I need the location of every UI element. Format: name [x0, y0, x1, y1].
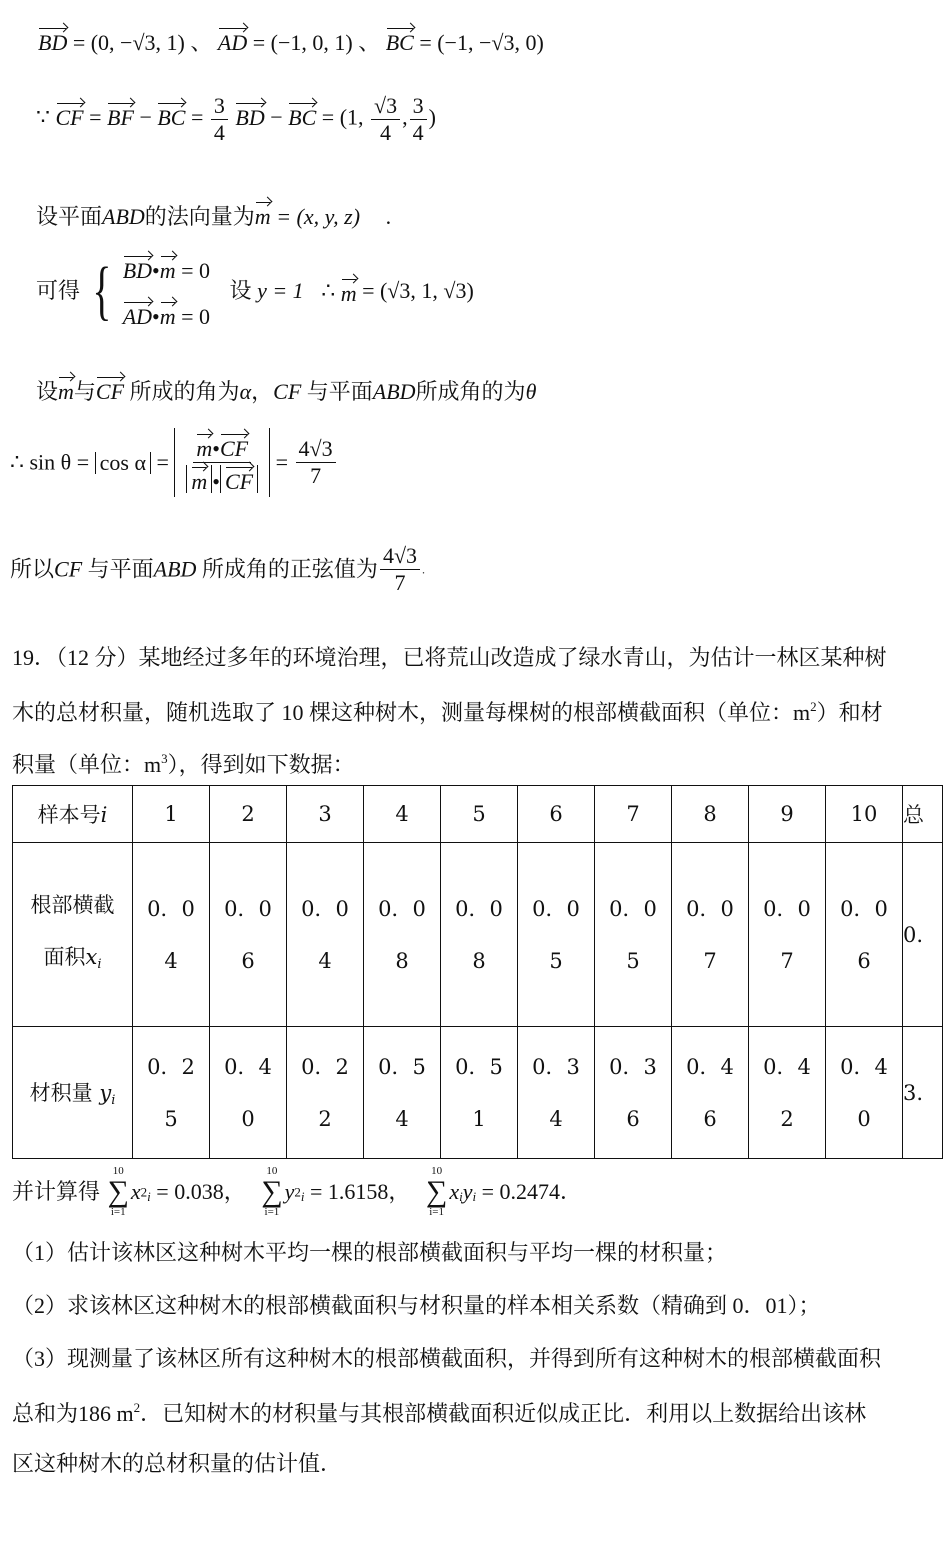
separator: 、 — [190, 30, 213, 55]
text: 面积 — [43, 944, 86, 969]
table-cell — [287, 1027, 364, 1159]
plane-name: ABD — [102, 204, 145, 229]
text: 所成的角为 — [129, 379, 240, 404]
table-row-x — [13, 843, 943, 1027]
angle-line — [36, 375, 536, 403]
cell-bottom: 7 — [780, 948, 794, 973]
dot-operator: • — [212, 436, 220, 461]
vector-ad: AD — [123, 300, 152, 328]
vectors-line — [38, 26, 544, 54]
cell-top: 0．4 — [763, 1054, 811, 1079]
total-cell: 0. — [903, 843, 943, 1027]
sigma-icon: ∑ — [425, 1175, 448, 1208]
vector-bc: BC — [288, 101, 316, 129]
sum-upper: 10 — [112, 1165, 124, 1177]
cell-bottom: 6 — [703, 1106, 717, 1131]
variable: y — [284, 1179, 295, 1204]
normal-vector-line — [36, 200, 391, 228]
period: . — [385, 204, 392, 229]
cell-bottom: 5 — [549, 948, 563, 973]
header-cell: 6 — [518, 786, 595, 843]
text: 材积量 — [29, 1081, 93, 1105]
equals-sign: = — [89, 104, 102, 130]
text: 样本号 — [37, 803, 101, 827]
sum-upper: 10 — [431, 1165, 443, 1177]
header-cell: 10 — [826, 786, 903, 843]
total-cell: 3. — [903, 1027, 943, 1159]
cell-top: 0．0 — [763, 896, 811, 921]
sum-value: = 0.2474． — [481, 1179, 583, 1204]
text: 木的总材积量，随机选取了 10 棵这种树木，测量每棵树的根部横截面积（单位：m — [12, 700, 811, 725]
superscript: 2 — [294, 1184, 301, 1200]
superscript: 2 — [140, 1184, 148, 1200]
cosine-denominator — [183, 463, 261, 493]
table-header-row — [13, 786, 943, 843]
table-cell — [364, 1027, 441, 1159]
fraction-numerator: 3 — [211, 95, 228, 120]
vector-m: m — [160, 300, 176, 328]
cell-top: 0．5 — [378, 1054, 426, 1079]
cell-top: 0．4 — [686, 1054, 734, 1079]
text: 设 — [229, 278, 252, 303]
cell-bottom: 8 — [472, 948, 486, 973]
equation-rhs: = 0 — [181, 258, 211, 283]
system-line — [36, 254, 474, 328]
vector-ad: AD — [218, 26, 247, 54]
header-cell: 3 — [287, 786, 364, 843]
text: 根部横截 — [30, 892, 115, 917]
plane-name: ABD — [153, 556, 197, 582]
minus-sign: − — [139, 104, 152, 130]
cell-top: 0．0 — [532, 896, 580, 921]
subscript: i — [97, 956, 102, 972]
vector-bc: BC — [157, 101, 185, 129]
cell-bottom: 4 — [395, 1106, 409, 1131]
text: 的法向量为 — [144, 204, 255, 229]
equation-rhs: = 0 — [181, 304, 211, 329]
cell-bottom: 6 — [241, 948, 255, 973]
vector-bf: BF — [107, 101, 134, 129]
text: ），得到如下数据： — [167, 752, 355, 777]
therefore-symbol: ∴ — [321, 278, 336, 303]
separator: 、 — [358, 30, 381, 55]
abs-cos-alpha: cos α — [95, 452, 151, 474]
fraction-denominator: 7 — [394, 570, 406, 595]
table-cell — [749, 1027, 826, 1159]
data-table — [12, 785, 943, 1159]
text: 所以 — [10, 556, 55, 582]
table-cell — [441, 1027, 518, 1159]
text: ．已知树木的材积量与其根部横截面积近似成正比．利用以上数据给出该林 — [140, 1401, 867, 1426]
header-cell: 7 — [595, 786, 672, 843]
cell-top: 0．4 — [840, 1054, 888, 1079]
variable: x — [449, 1179, 460, 1204]
cell-top: 0．2 — [147, 1054, 195, 1079]
vector-bd: BD — [38, 26, 67, 54]
superscript: 2 — [810, 699, 817, 714]
header-cell: 9 — [749, 786, 826, 843]
cell-bottom: 0 — [241, 1106, 255, 1131]
cell-bottom: 5 — [164, 1106, 178, 1131]
alpha-symbol: α — [239, 379, 252, 404]
sums-line — [12, 1166, 582, 1218]
header-cell: 8 — [672, 786, 749, 843]
fraction-three-quarters — [410, 95, 427, 144]
text: 所成角的正弦值为 — [201, 556, 378, 582]
text: 与平面 — [87, 556, 154, 582]
header-total-cell: 总 — [903, 786, 943, 843]
equals-sign: = (1, — [321, 104, 364, 130]
row-label-cell — [13, 843, 133, 1027]
sum-upper: 10 — [266, 1165, 278, 1177]
because-symbol: ∵ — [36, 104, 50, 130]
vector-cf: CF — [56, 101, 84, 129]
subscript: i — [147, 1189, 151, 1205]
text: ）和材 — [816, 700, 883, 725]
variable: y — [462, 1179, 473, 1204]
cell-top: 0．2 — [301, 1054, 349, 1079]
cell-top: 0．0 — [686, 896, 734, 921]
header-cell: 2 — [210, 786, 287, 843]
dot-operator: • — [152, 304, 160, 329]
subscript: i — [300, 1189, 305, 1205]
cell-bottom: 0 — [857, 1106, 871, 1131]
theta-symbol: θ — [525, 379, 537, 404]
cell-bottom: 5 — [626, 948, 640, 973]
problem-para-3 — [12, 752, 355, 776]
cell-top: 0．0 — [301, 896, 349, 921]
sigma-icon: ∑ — [261, 1175, 283, 1208]
subscript: i — [472, 1189, 477, 1205]
table-cell — [518, 843, 595, 1027]
equation-system — [123, 254, 210, 328]
superscript: 2 — [133, 1400, 141, 1415]
cell-bottom: 7 — [703, 948, 717, 973]
sum-symbol — [261, 1166, 282, 1218]
cell-top: 0．3 — [532, 1054, 580, 1079]
fraction-denominator: 4 — [412, 120, 424, 145]
equation-2 — [123, 300, 210, 328]
normal-vector-value: = (x, y, z) — [276, 204, 361, 229]
conclusion-line — [10, 545, 425, 594]
cosine-numerator — [193, 432, 251, 463]
text: 与平面 — [306, 379, 373, 404]
sin-lead: ∴ sin θ = — [10, 449, 90, 475]
result-fraction — [380, 545, 420, 594]
header-label-cell — [13, 786, 133, 843]
sum-value: = 0.038， — [156, 1179, 246, 1204]
cell-top: 0．0 — [609, 896, 657, 921]
superscript: 3 — [161, 751, 168, 766]
cell-top: 0．3 — [609, 1054, 657, 1079]
subscript: i — [459, 1189, 463, 1205]
fraction-denominator: 4 — [213, 120, 225, 145]
sum-value: = 1.6158， — [310, 1179, 411, 1204]
cell-top: 0．0 — [840, 896, 888, 921]
text: 与 — [73, 379, 96, 404]
abs-fraction — [174, 428, 270, 497]
cosine-fraction — [183, 432, 261, 493]
variable: i — [100, 803, 108, 827]
vector-m: m — [341, 277, 357, 305]
equals-sign: = — [275, 449, 289, 475]
cell-bottom: 6 — [857, 948, 871, 973]
cell-bottom: 4 — [549, 1106, 563, 1131]
vector-bc: BC — [386, 26, 414, 54]
text: ， — [251, 379, 274, 404]
sigma-icon: ∑ — [107, 1175, 129, 1208]
vector-cf: CF — [96, 375, 124, 403]
result-fraction — [296, 438, 336, 487]
fraction-numerator: 4√3 — [380, 545, 420, 570]
sum-symbol — [426, 1166, 447, 1218]
set-expression: y = 1 — [257, 278, 304, 303]
cell-top: 0．0 — [378, 896, 426, 921]
variable: y — [99, 1081, 112, 1105]
question-3-line-2 — [12, 1401, 866, 1425]
cell-bottom: 8 — [395, 948, 409, 973]
text: 并计算得 — [12, 1179, 101, 1204]
table-cell — [826, 843, 903, 1027]
row-label-cell — [13, 1027, 133, 1159]
table-cell — [210, 1027, 287, 1159]
text: 总和为 — [12, 1401, 79, 1426]
fraction-root3-over-4 — [371, 95, 400, 144]
text: 所成角的为 — [415, 379, 526, 404]
segment-cf: CF — [273, 379, 302, 404]
cell-top: 0．0 — [147, 896, 195, 921]
table-cell — [518, 1027, 595, 1159]
subscript: i — [111, 1093, 116, 1108]
question-3-line-1: （3）现测量了该林区所有这种树木的根部横截面积，并得到所有这种树木的根部横截面积 — [12, 1346, 882, 1371]
normal-vector-result: = (√3, 1, √3) — [362, 278, 474, 303]
table-cell — [287, 843, 364, 1027]
header-cell: 1 — [133, 786, 210, 843]
area-value: 186 m — [78, 1401, 134, 1426]
variable: x — [130, 1179, 141, 1204]
plane-name: ABD — [372, 379, 416, 404]
table-cell — [672, 843, 749, 1027]
magnitude-m — [186, 465, 212, 493]
cell-top: 0．4 — [224, 1054, 272, 1079]
period: . — [422, 562, 426, 577]
question-3-line-3: 区这种树木的总材积量的估计值． — [12, 1451, 343, 1476]
text: 积量（单位：m — [12, 752, 162, 777]
header-cell: 5 — [441, 786, 518, 843]
cell-top: 0．0 — [455, 896, 503, 921]
question-2: （2）求该林区这种树木的根部横截面积与材积量的样本相关系数（精确到 0．01）； — [12, 1293, 821, 1318]
minus-sign: − — [270, 104, 283, 130]
vector-cf: CF — [220, 432, 248, 460]
table-cell — [672, 1027, 749, 1159]
vector-m: m — [191, 465, 207, 493]
header-cell: 4 — [364, 786, 441, 843]
cf-line — [36, 95, 436, 144]
fraction-denominator: 7 — [310, 463, 322, 488]
problem-para-1: 19．（12 分）某地经过多年的环境治理，已将荒山改造成了绿水青山，为估计一林区某种树 — [12, 645, 887, 670]
vector-m: m — [255, 200, 271, 228]
vector-cf: CF — [225, 465, 253, 493]
left-brace-icon: { — [91, 254, 111, 327]
magnitude-cf — [220, 465, 258, 493]
cell-bottom: 4 — [318, 948, 332, 973]
equals-sign: = — [156, 449, 169, 475]
fraction-numerator: 3 — [410, 95, 427, 120]
problem-para-2 — [12, 700, 883, 724]
table-cell — [749, 843, 826, 1027]
fraction-denominator: 4 — [380, 120, 392, 145]
table-cell — [826, 1027, 903, 1159]
cell-bottom: 4 — [164, 948, 178, 973]
vector-m: m — [196, 432, 212, 460]
table-cell — [441, 843, 518, 1027]
vector-m: m — [160, 254, 176, 282]
sin-theta-line — [10, 428, 338, 497]
close-paren: ) — [428, 104, 436, 130]
table-cell — [133, 1027, 210, 1159]
vector-bc-value: = (−1, −√3, 0) — [419, 30, 544, 55]
text: 设 — [36, 379, 59, 404]
table-cell — [133, 843, 210, 1027]
table-cell — [210, 843, 287, 1027]
dot-operator: • — [212, 469, 220, 494]
segment-cf: CF — [54, 556, 83, 582]
fraction-three-quarters — [211, 95, 228, 144]
comma: , — [402, 104, 408, 130]
fraction-numerator: √3 — [371, 95, 400, 120]
vector-bd-value: = (0, −√3, 1) — [72, 30, 185, 55]
equals-sign: = — [190, 104, 204, 130]
cell-bottom: 2 — [318, 1106, 332, 1131]
sum-symbol — [108, 1166, 129, 1218]
table-cell — [364, 843, 441, 1027]
table-row-y — [13, 1027, 943, 1159]
cell-bottom: 6 — [626, 1106, 640, 1131]
vector-bd: BD — [235, 101, 264, 129]
fraction-numerator: 4√3 — [296, 438, 336, 463]
sum-lower: i=1 — [429, 1206, 444, 1218]
dot-operator: • — [152, 258, 160, 283]
sum-lower: i=1 — [110, 1206, 126, 1218]
cell-top: 0．0 — [224, 896, 272, 921]
sum-lower: i=1 — [264, 1206, 280, 1218]
table-cell — [595, 843, 672, 1027]
variable: x — [85, 944, 98, 969]
cell-top: 0．5 — [455, 1054, 503, 1079]
vector-ad-value: = (−1, 0, 1) — [252, 30, 353, 55]
question-1: （1）估计该林区这种树木平均一棵的根部横截面积与平均一棵的材积量； — [12, 1240, 728, 1265]
table-cell — [595, 1027, 672, 1159]
cell-bottom: 2 — [780, 1106, 794, 1131]
text: 设平面 — [36, 204, 103, 229]
vector-bd: BD — [123, 254, 152, 282]
text: 可得 — [36, 278, 81, 303]
equation-1 — [123, 254, 210, 282]
vector-m: m — [58, 375, 74, 403]
cell-bottom: 1 — [472, 1106, 486, 1131]
